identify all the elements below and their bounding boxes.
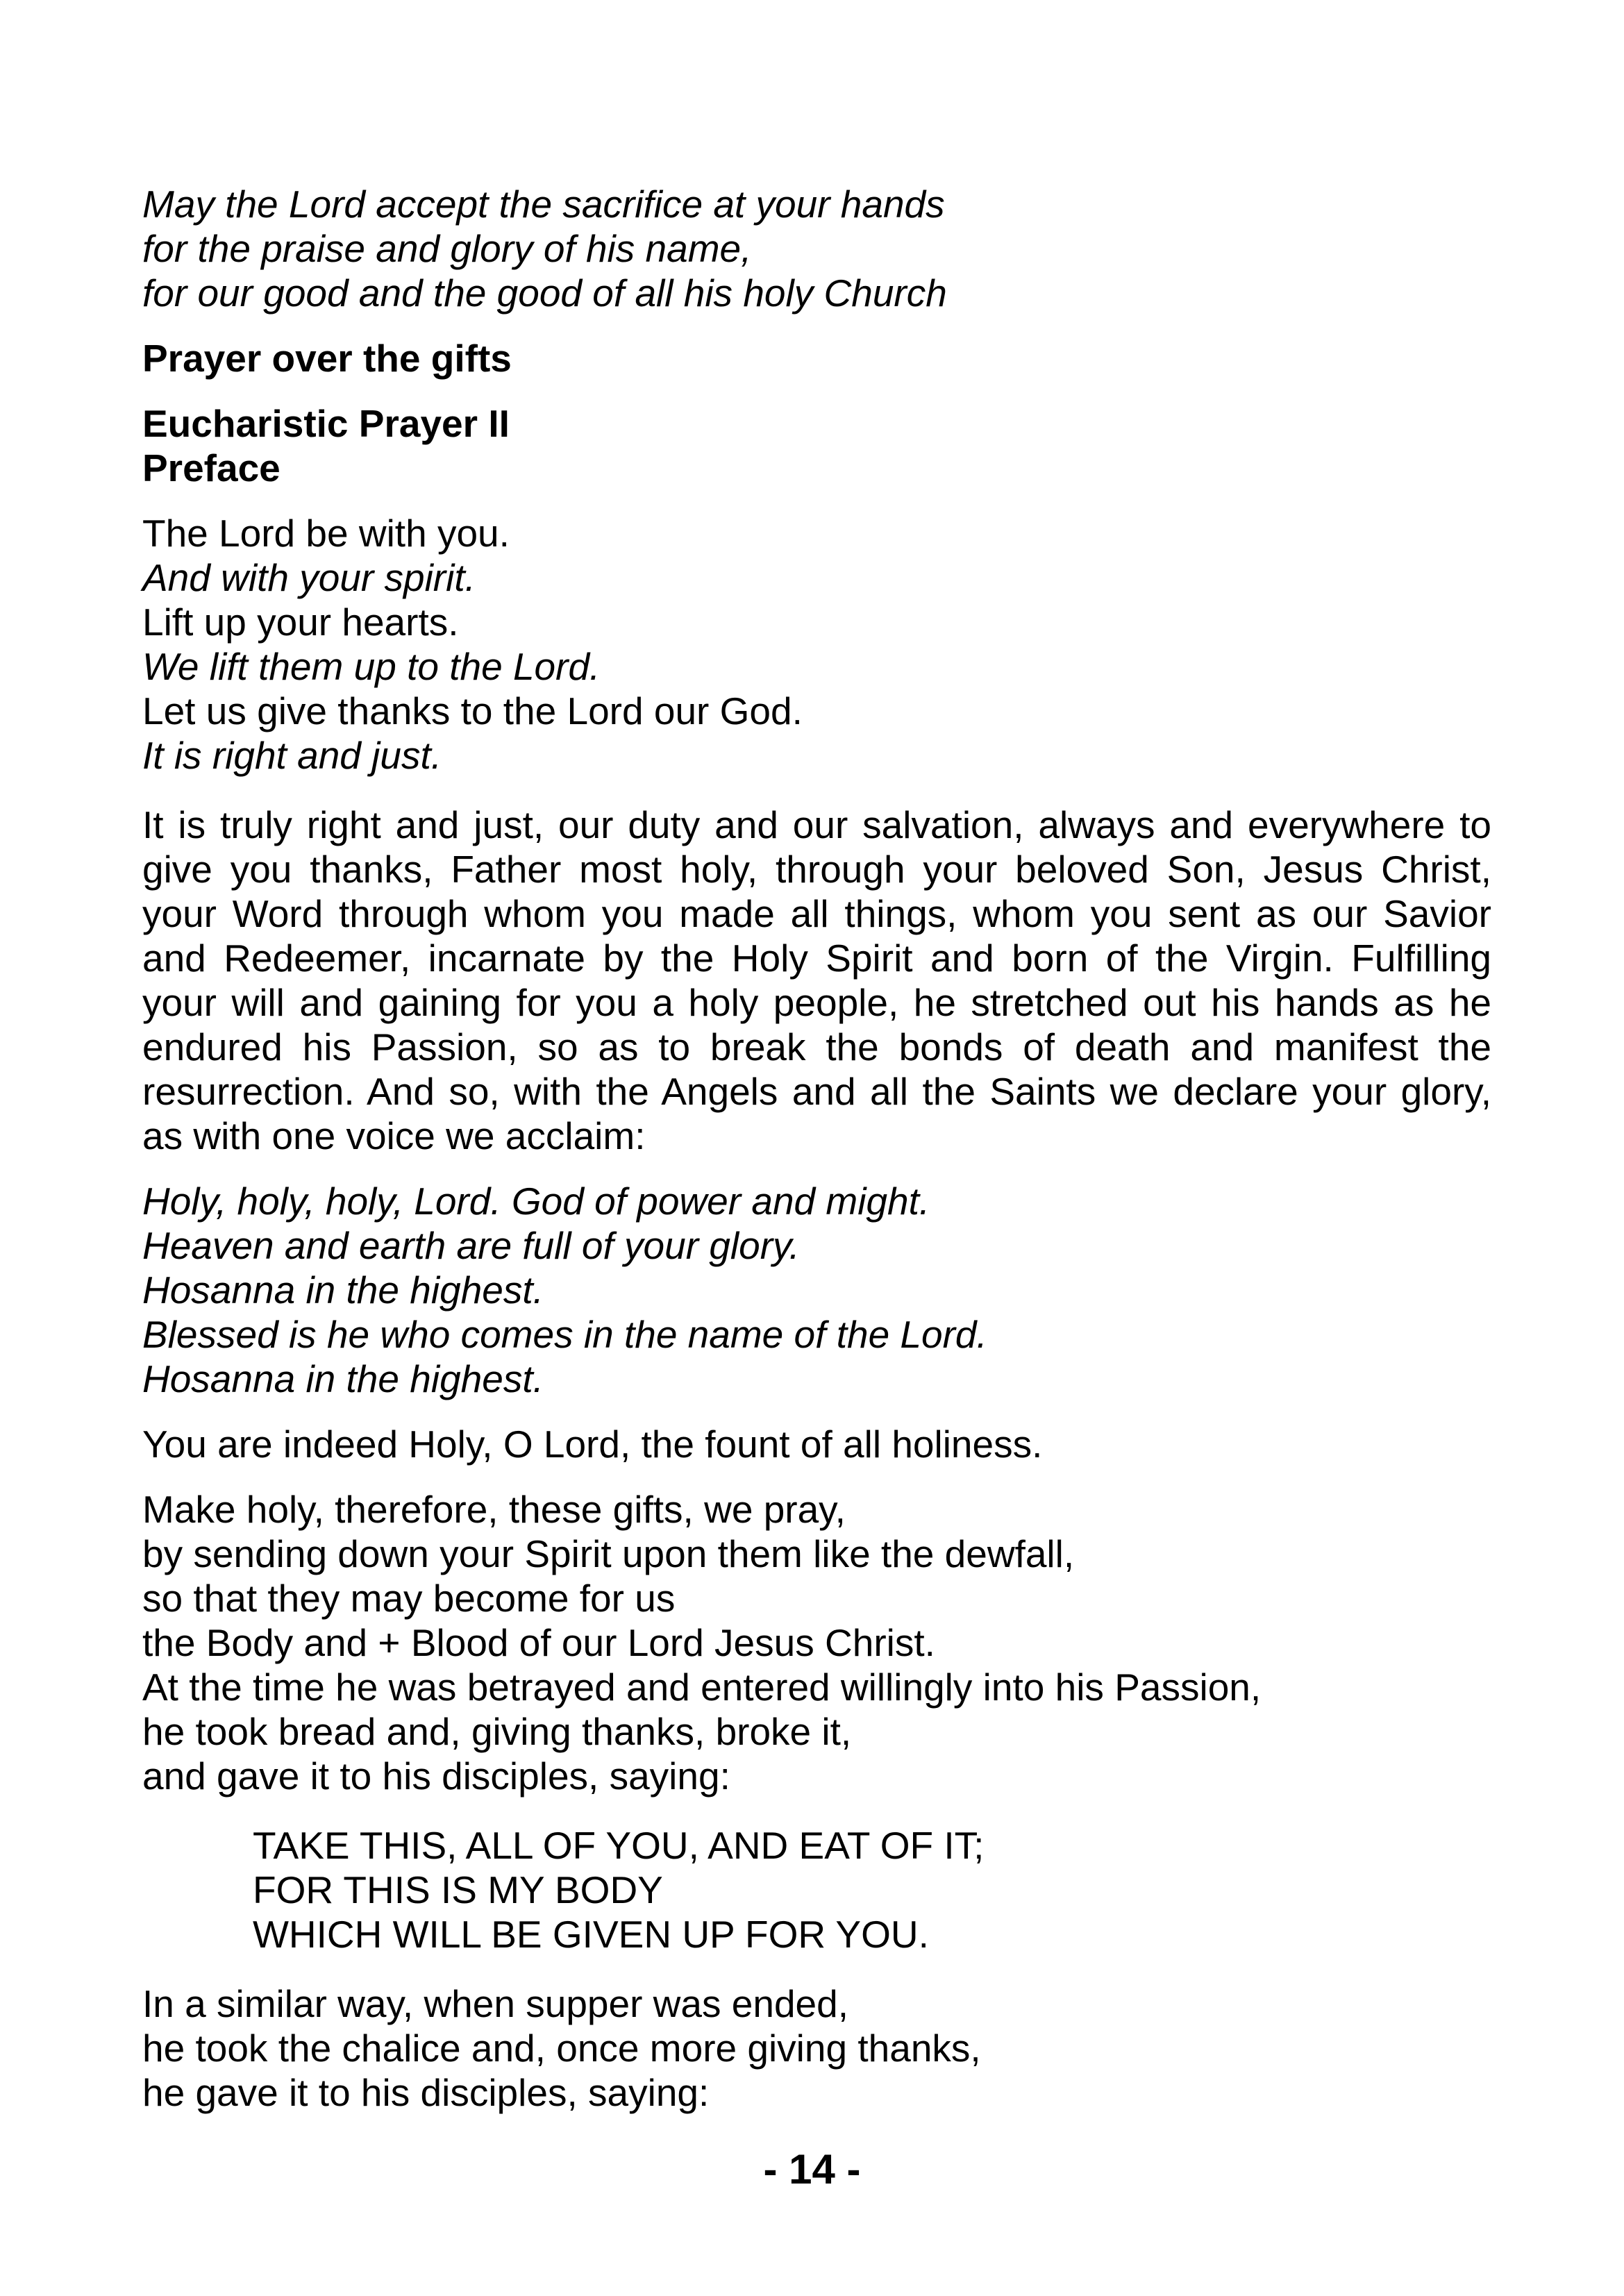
epiclesis <box>142 1487 1491 1798</box>
sanctus-line: Holy, holy, holy, Lord. God of power and might. <box>142 1180 930 1223</box>
epiclesis-line: Make holy, therefore, these gifts, we pray, <box>142 1488 846 1531</box>
epiclesis-line: the Body and + Blood of our Lord Jesus Christ. <box>142 1621 935 1664</box>
heading-eucharistic-prayer: Eucharistic Prayer II <box>142 402 510 445</box>
sanctus-line: Hosanna in the highest. <box>142 1357 544 1400</box>
dialogue-response: And with your spirit. <box>142 556 476 599</box>
epiclesis-line: by sending down your Spirit upon them like the dewfall, <box>142 1532 1075 1575</box>
chalice-line: In a similar way, when supper was ended, <box>142 1982 848 2025</box>
offertory-line: for our good and the good of all his holy Church <box>142 271 947 315</box>
heading-preface: Preface <box>142 446 281 489</box>
dialogue-line: The Lord be with you. <box>142 512 510 555</box>
page-number: - 14 - <box>763 2146 861 2193</box>
sanctus-line: Hosanna in the highest. <box>142 1268 544 1312</box>
dialogue <box>142 511 1491 778</box>
offertory-line: May the Lord accept the sacrifice at your hands <box>142 183 945 226</box>
dialogue-response: It is right and just. <box>142 734 442 777</box>
dialogue-response: We lift them up to the Lord. <box>142 645 601 688</box>
preface-paragraph: It is truly right and just, our duty and our salvation, always and everywhere to give you thanks, Father most holy, through your beloved Son, Jesus Christ, your Word through whom you made all things, whom you sent as our Savior and Redeemer, incarnate by the Holy Spirit and born of the Virgin. Fulfilling your will and gaining for you a holy people, he stretched out his hands as he endured his Passion, so as to break the bonds of death and manifest the resurrection. And so, with the Angels and all the Saints we declare your glory, as with one voice we acclaim: <box>142 803 1491 1157</box>
consecration-line: WHICH WILL BE GIVEN UP FOR YOU. <box>253 1913 929 1956</box>
heading-prayer-over-gifts: Prayer over the gifts <box>142 337 512 380</box>
offertory-line: for the praise and glory of his name, <box>142 227 752 270</box>
epiclesis-line: so that they may become for us <box>142 1577 676 1620</box>
chalice-line: he gave it to his disciples, saying: <box>142 2071 710 2114</box>
sanctus-line: Heaven and earth are full of your glory. <box>142 1224 800 1267</box>
epiclesis-line: he took bread and, giving thanks, broke it, <box>142 1710 852 1753</box>
epiclesis-line: At the time he was betrayed and entered willingly into his Passion, <box>142 1666 1262 1709</box>
chalice-intro <box>142 1981 1491 2115</box>
epiclesis-line: and gave it to his disciples, saying: <box>142 1754 730 1798</box>
consecration-line: TAKE THIS, ALL OF YOU, AND EAT OF IT; <box>253 1824 985 1867</box>
post-sanctus: You are indeed Holy, O Lord, the fount of all holiness. <box>142 1423 1043 1466</box>
consecration-bread <box>142 1823 1491 1956</box>
page-content <box>142 182 1491 2115</box>
sanctus-line: Blessed is he who comes in the name of the Lord. <box>142 1313 987 1356</box>
consecration-line: FOR THIS IS MY BODY <box>253 1868 663 1911</box>
dialogue-line: Lift up your hearts. <box>142 601 459 644</box>
chalice-line: he took the chalice and, once more giving thanks, <box>142 2027 981 2070</box>
sanctus <box>142 1179 1491 1401</box>
dialogue-line: Let us give thanks to the Lord our God. <box>142 689 803 732</box>
offertory-response <box>142 182 1491 315</box>
